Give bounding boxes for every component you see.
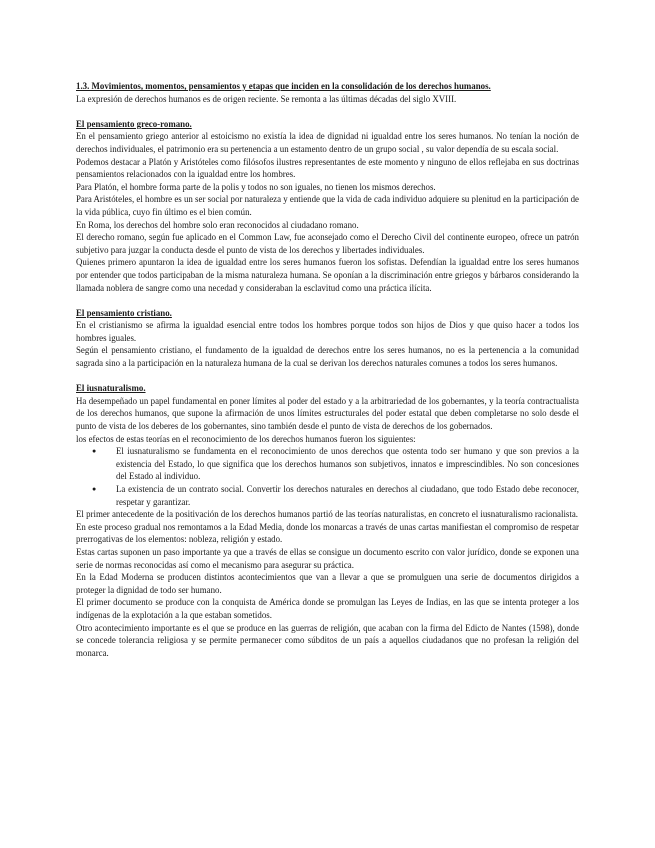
section-title: 1.3. Movimientos, momentos, pensamientos y etapas que inciden en la consolidación de los derechos humanos.	[76, 81, 491, 91]
section-heading: El pensamiento cristiano.	[76, 307, 172, 318]
paragraph: Estas cartas suponen un paso importante ya que a través de ellas se consigue un documento escrito con valor jurídico, donde se exponen una serie de normas reconocidas así como el mecanismo para asegurar su práctica.	[76, 546, 579, 570]
spacer	[76, 105, 579, 118]
paragraph: El primer antecedente de la positivación de los derechos humanos partió de las teorías naturalistas, en concreto el iusnaturalismo racionalista.	[76, 509, 579, 520]
spacer	[76, 294, 579, 307]
paragraph: En Roma, los derechos del hombre solo eran reconocidos al ciudadano romano.	[76, 219, 359, 230]
paragraph: En la Edad Moderna se producen distintos acontecimientos que van a llevar a que se promulguen una serie de documentos dirigidos a proteger la dignidad de todo ser humano.	[76, 572, 579, 595]
paragraph: Quienes primero apuntaron la idea de igualdad entre los seres humanos fueron los sofistas. Defendían la igualdad entre los seres humanos por entender que todos participaban de la misma naturaleza humana. Se oponían a la discriminación entre griegos y bárbaros considerando la llamada noblera de sangre como una necedad y consideraban la esclavitud como una práctica ilícita.	[76, 257, 579, 293]
paragraph: En el pensamiento griego anterior al estoicismo no existía la idea de dignidad ni igualdad entre los seres humanos. No tenían la noción de derechos individuales, el patrimonio era su pertenencia a un estamento dentro de un grupo social , su valor dependía de su escala social.	[76, 131, 579, 154]
paragraph: En este proceso gradual nos remontamos a la Edad Media, donde los monarcas a través de unas cartas manifiestan el compromiso de respetar prerrogativas de los elementos: nobleza, religión y estado.	[76, 521, 579, 545]
paragraph: Para Platón, el hombre forma parte de la polis y todos no son iguales, no tienen los mismos derechos.	[76, 181, 436, 192]
section-cristiano	[76, 307, 579, 370]
list-item: ● El iusnaturalismo se fundamenta en el reconocimiento de unos derechos que ostenta todo ser humano y que son previos a la existencia del Estado, lo que significa que los derechos humanos son subjetivos, innatos e imprescindibles. No son concesiones del Estado al individuo.	[116, 445, 579, 483]
paragraph: En el cristianismo se afirma la igualdad esencial entre todos los hombres porque todos son hijos de Dios y que quiso hacer a todos los hombres iguales.	[76, 320, 579, 343]
intro-paragraph: La expresión de derechos humanos es de origen reciente. Se remonta a las últimas décadas del siglo XVIII.	[76, 93, 457, 104]
section-heading: El pensamiento greco-romano.	[76, 118, 192, 129]
section-heading: El iusnaturalismo.	[76, 383, 146, 394]
paragraph: El primer documento se produce con la conquista de América donde se promulgan las Leyes de Indias, en las que se intenta proteger a los indígenas de la explotación a la que estaban sometidos.	[76, 597, 579, 620]
paragraph: Según el pensamiento cristiano, el fundamento de la igualdad de derechos entre los seres humanos, no es la pertenencia a la comunidad sagrada sino a la participación en la naturaleza humana de la cual se derivan los derechos naturales comunes a todos los seres humanos.	[76, 345, 579, 369]
paragraph: los efectos de estas teorías en el reconocimiento de los derechos humanos fueron los siguientes:	[76, 433, 416, 444]
paragraph: El derecho romano, según fue aplicado en el Common Law, fue aconsejado como el Derecho Civil del continente europeo, ofrece un patrón subjetivo para juzgar la conducta desde el punto de vista de los derechos y libertades individuales.	[76, 232, 579, 255]
paragraph: Otro acontecimiento importante es el que se produce en las guerras de religión, que acaban con la firma del Edicto de Nantes (1598), donde se concede tolerancia religiosa y se permite permanecer como súbditos de un país a aquellos ciudadanos que no profesan la religión del monarca.	[76, 622, 579, 658]
paragraph: Para Aristóteles, el hombre es un ser social por naturaleza y entiende que la vida de cada individuo adquiere su plenitud en la participación de la vida pública, cuyo fin último es el bien común.	[76, 194, 579, 217]
list-item: ● La existencia de un contrato social. Convertir los derechos naturales en derechos al ciudadano, que todo Estado debe reconocer, respetar y garantizar.	[116, 483, 579, 508]
section-iusnaturalismo	[76, 382, 579, 659]
paragraph: Ha desempeñado un papel fundamental en poner límites al poder del estado y a la arbitrariedad de los gobernantes, y la teoría contractualista de los derechos humanos, que supone la afirmación de unos límites estructurales del poder estatal que deben completarse no solo desde el punto de vista de los deberes de los gobernantes, sino también desde el punto de vista de derechos de los gobernados.	[76, 395, 579, 432]
section-greco-romano	[76, 118, 579, 294]
spacer	[76, 370, 579, 383]
bullet-list	[76, 445, 579, 508]
paragraph: Podemos destacar a Platón y Aristóteles como filósofos ilustres representantes de este momento y ninguno de ellos reflejaba en sus doctrinas pensamientos relacionados con la igualdad entre los hombres.	[76, 156, 579, 180]
